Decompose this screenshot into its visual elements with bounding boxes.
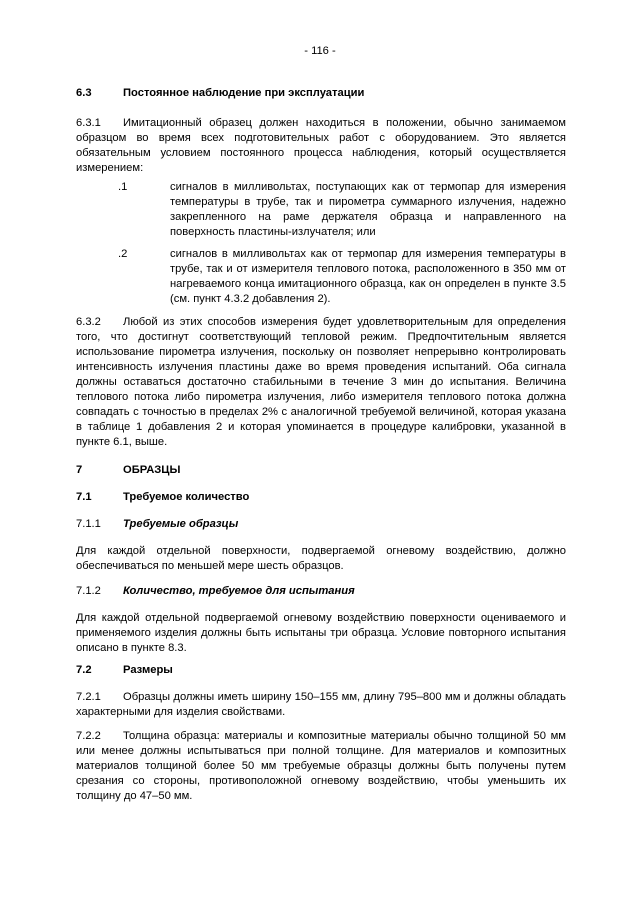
subsection-7-1-2-heading <box>76 584 566 599</box>
paragraph-7-1-1 <box>76 544 566 574</box>
paragraph-text: Образцы должны иметь ширину 150–155 мм, длину 795–800 мм и должны обладать характерными для изделия свойствами. <box>76 691 566 718</box>
section-title: Количество, требуемое для испытания <box>123 585 355 597</box>
paragraph-text: Любой из этих способов измерения будет удовлетворительным для определения того, что достигнут соответствующий тепловой режим. Предпочтительным является использование пирометра излучения, поскольку он позволяет непрерывно контролировать интенсивность излучения пластины даже во время проведения испытаний. Оба сигнала должны оставаться достаточно стабильными в течение 3 мин до испытания. Величина теплового потока либо пирометра излучения, либо измерителя теплового потока должна совпадать с точностью в пределах 2% с аналогичной требуемой величиной, которая указана в таблице 1 добавления 2 и которая упоминается в процедуре калибровки, указанной в пункте 6.1, выше. <box>76 316 566 448</box>
paragraph-number: 6.3.1 <box>76 117 101 129</box>
list-item-number: .1 <box>118 181 128 193</box>
section-title: Постоянное наблюдение при эксплуатации <box>123 87 365 99</box>
paragraph-number: 7.2.1 <box>76 691 101 703</box>
section-title: Размеры <box>123 664 173 676</box>
paragraph-6-3-2 <box>76 315 566 450</box>
paragraph-7-2-2 <box>76 729 566 804</box>
list-item-1 <box>118 180 566 240</box>
list-item-text: сигналов в милливольтах, поступающих как от термопар для измерения температуры в трубе, так и пирометра суммарного излучения, надежно закрепленного на раме держателя образца и направленного на поверхность пластины-излучателя; или <box>170 181 566 238</box>
section-number: 7.2 <box>76 664 92 676</box>
paragraph-text: Для каждой отдельной поверхности, подвергаемой огневому воздействию, должно обеспечиваться по меньшей мере шесть образцов. <box>76 545 566 572</box>
section-7-2-heading <box>76 663 566 678</box>
section-number: 7.1 <box>76 491 92 503</box>
section-number: 7 <box>76 464 83 476</box>
paragraph-number: 7.2.2 <box>76 730 101 742</box>
section-6-3-heading <box>76 86 566 101</box>
section-number: 6.3 <box>76 87 92 99</box>
list-item-2 <box>118 247 566 307</box>
list-item-text: сигналов в милливольтах как от термопар для измерения температуры в трубе, так и от измерителя теплового потока, расположенного в 350 мм от нагреваемого конца имитационного образца, как он определен в пункте 3.5 (см. пункт 4.3.2 добавления 2). <box>170 248 566 305</box>
section-number: 7.1.1 <box>76 518 101 530</box>
paragraph-7-2-1 <box>76 690 566 720</box>
paragraph-text: Имитационный образец должен находиться в положении, обычно занимаемом образцом во время всех подготовительных работ с оборудованием. Это является обязательным условием постоянного процесса наблюдения, который осуществляется измерением: <box>76 117 566 174</box>
paragraph-7-1-2 <box>76 611 566 656</box>
paragraph-text: Для каждой отдельной подвергаемой огневому воздействию поверхности оцениваемого и применяемого изделия должны быть испытаны три образца. Условие повторного испытания описано в пункте 8.3. <box>76 612 566 654</box>
section-7-heading <box>76 463 566 478</box>
section-7-1-heading <box>76 490 566 505</box>
section-title: ОБРАЗЦЫ <box>123 464 181 476</box>
page-number: - 116 - <box>304 45 336 57</box>
paragraph-number: 6.3.2 <box>76 316 101 328</box>
paragraph-6-3-1 <box>76 116 566 176</box>
section-title: Требуемые образцы <box>123 518 239 530</box>
subsection-7-1-1-heading <box>76 517 566 532</box>
paragraph-text: Толщина образца: материалы и композитные материалы обычно толщиной 50 мм или менее должны испытываться при полной толщине. Для материалов и композитных материалов толщиной более 50 мм требуемые образцы должны быть получены путем срезания со стороны, противоположной огневому воздействию, чтобы уменьшить их толщину до 47–50 мм. <box>76 730 566 802</box>
list-item-number: .2 <box>118 248 128 260</box>
section-number: 7.1.2 <box>76 585 101 597</box>
section-title: Требуемое количество <box>123 491 250 503</box>
